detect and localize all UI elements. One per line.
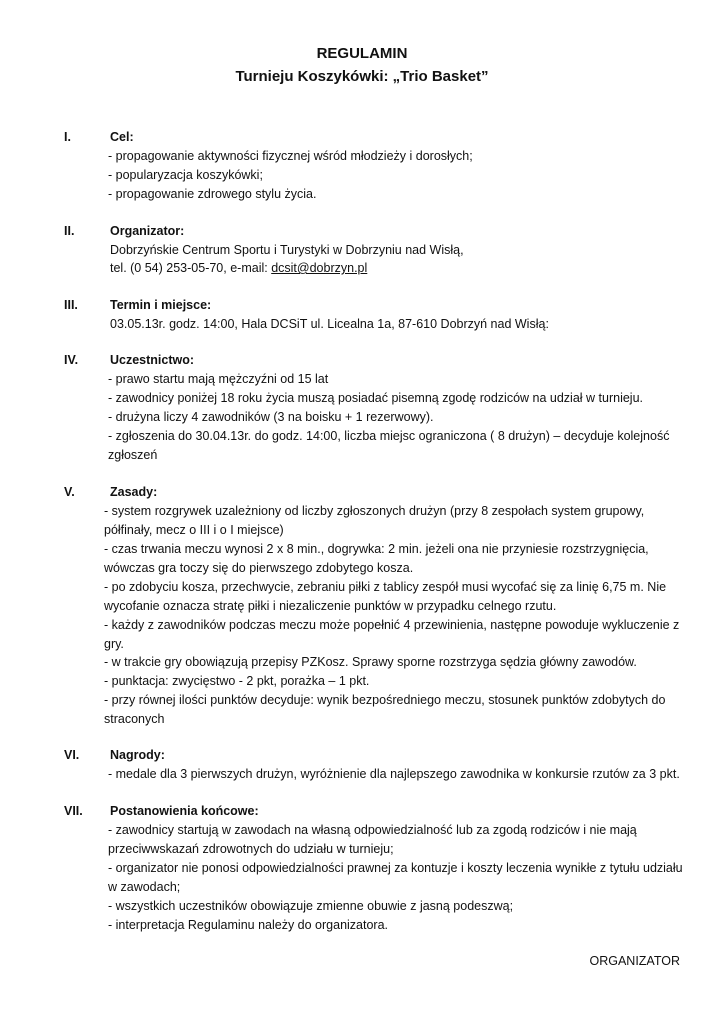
nagrody-line: - medale dla 3 pierwszych drużyn, wyróżnienie dla najlepszego zawodnika w konkursie rzutów za 3 pkt. — [108, 767, 680, 781]
termin-line: 03.05.13r. godz. 14:00, Hala DCSiT ul. Licealna 1a, 87-610 Dobrzyń nad Wisłą: — [110, 317, 549, 331]
postanowienia-line: w zawodach; — [108, 880, 181, 894]
zasady-line: - punktacja: zwycięstwo - 2 pkt, porażka – 1 pkt. — [104, 674, 370, 688]
uczestnictwo-line: - zawodnicy poniżej 18 roku życia muszą posiadać pisemną zgodę rodziców na udział w turnieju. — [108, 391, 643, 405]
document-title: REGULAMIN — [316, 45, 408, 62]
zasady-line: wycofanie oznacza stratę piłki i niezaliczenie punktów w przypadku celnego rzutu. — [104, 599, 557, 613]
section-heading-cel: Cel: — [110, 130, 134, 144]
cel-line: - popularyzacja koszykówki; — [108, 168, 263, 182]
zasady-line: półfinały, mecz o III i o I miejsce) — [104, 523, 284, 537]
email-link[interactable]: dcsit@dobrzyn.pl — [271, 261, 368, 275]
section-heading-termin: Termin i miejsce: — [110, 298, 212, 312]
postanowienia-line: - wszystkich uczestników obowiązuje zmienne obuwie z jasną podeszwą; — [108, 899, 514, 913]
zasady-line: - przy równej ilości punktów decyduje: wynik bezpośredniego meczu, stosunek punktów zdobytych do — [104, 693, 666, 707]
zasady-line: gry. — [104, 637, 124, 651]
zasady-line: - w trakcie gry obowiązują przepisy PZKosz. Sprawy sporne rozstrzyga sędzia główny zawodów. — [104, 655, 637, 669]
cel-line: - propagowanie aktywności fizycznej wśród młodzieży i dorosłych; — [108, 149, 473, 163]
section-numeral: V. — [64, 485, 75, 499]
section-heading-uczestnictwo: Uczestnictwo: — [110, 353, 195, 367]
postanowienia-line: - organizator nie ponosi odpowiedzialności prawnej za kontuzje i koszty leczenia wynikłe z tytułu udziału — [108, 861, 683, 875]
uczestnictwo-line: - drużyna liczy 4 zawodników (3 na boisku + 1 rezerwowy). — [108, 410, 434, 424]
zasady-line: - po zdobyciu kosza, przechwycie, zebraniu piłki z tablicy zespół musi wycofać się za linię 6,75 m. Nie — [104, 580, 667, 594]
document-subtitle: Turnieju Koszykówki: „Trio Basket” — [235, 68, 489, 85]
section-heading-nagrody: Nagrody: — [110, 748, 165, 762]
section-heading-postanowienia: Postanowienia końcowe: — [110, 804, 259, 818]
section-numeral: III. — [64, 298, 78, 312]
section-numeral: IV. — [64, 353, 79, 367]
section-heading-organizator: Organizator: — [110, 224, 185, 238]
section-numeral: VI. — [64, 748, 80, 762]
section-numeral: I. — [64, 130, 71, 144]
uczestnictwo-line: zgłoszeń — [108, 448, 158, 462]
postanowienia-line: - zawodnicy startują w zawodach na własną odpowiedzialność lub za zgodą rodziców i nie mają — [108, 823, 637, 837]
zasady-line: wówczas gra toczy się do pierwszego zdobytego kosza. — [104, 561, 414, 575]
zasady-line: - czas trwania meczu wynosi 2 x 8 min., dogrywka: 2 min. jeżeli ona nie przyniesie rozstrzygnięcia, — [104, 542, 649, 556]
zasady-line: straconych — [104, 712, 165, 726]
zasady-line: - każdy z zawodników podczas meczu może popełnić 4 przewinienia, następne powoduje wykluczenie z — [104, 618, 680, 632]
organizer-contact — [110, 259, 367, 277]
organizer-signature: ORGANIZATOR — [589, 954, 680, 968]
section-heading-zasady: Zasady: — [110, 485, 158, 499]
cel-line: - propagowanie zdrowego stylu życia. — [108, 187, 317, 201]
postanowienia-line: przeciwwskazań zdrowotnych do udziału w turnieju; — [108, 842, 394, 856]
postanowienia-line: - interpretacja Regulaminu należy do organizatora. — [108, 918, 389, 932]
section-numeral: VII. — [64, 804, 83, 818]
organizer-name: Dobrzyńskie Centrum Sportu i Turystyki w Dobrzyniu nad Wisłą, — [110, 243, 464, 257]
uczestnictwo-line: - zgłoszenia do 30.04.13r. do godz. 14:00, liczba miejsc ograniczona ( 8 drużyn) – decyduje kolejność — [108, 429, 670, 443]
section-numeral: II. — [64, 224, 75, 238]
zasady-line: - system rozgrywek uzależniony od liczby zgłoszonych drużyn (przy 8 zespołach system grupowy, — [104, 504, 645, 518]
uczestnictwo-line: - prawo startu mają mężczyźni od 15 lat — [108, 372, 329, 386]
organizer-phone: tel. (0 54) 253-05-70, e-mail: — [110, 261, 272, 275]
